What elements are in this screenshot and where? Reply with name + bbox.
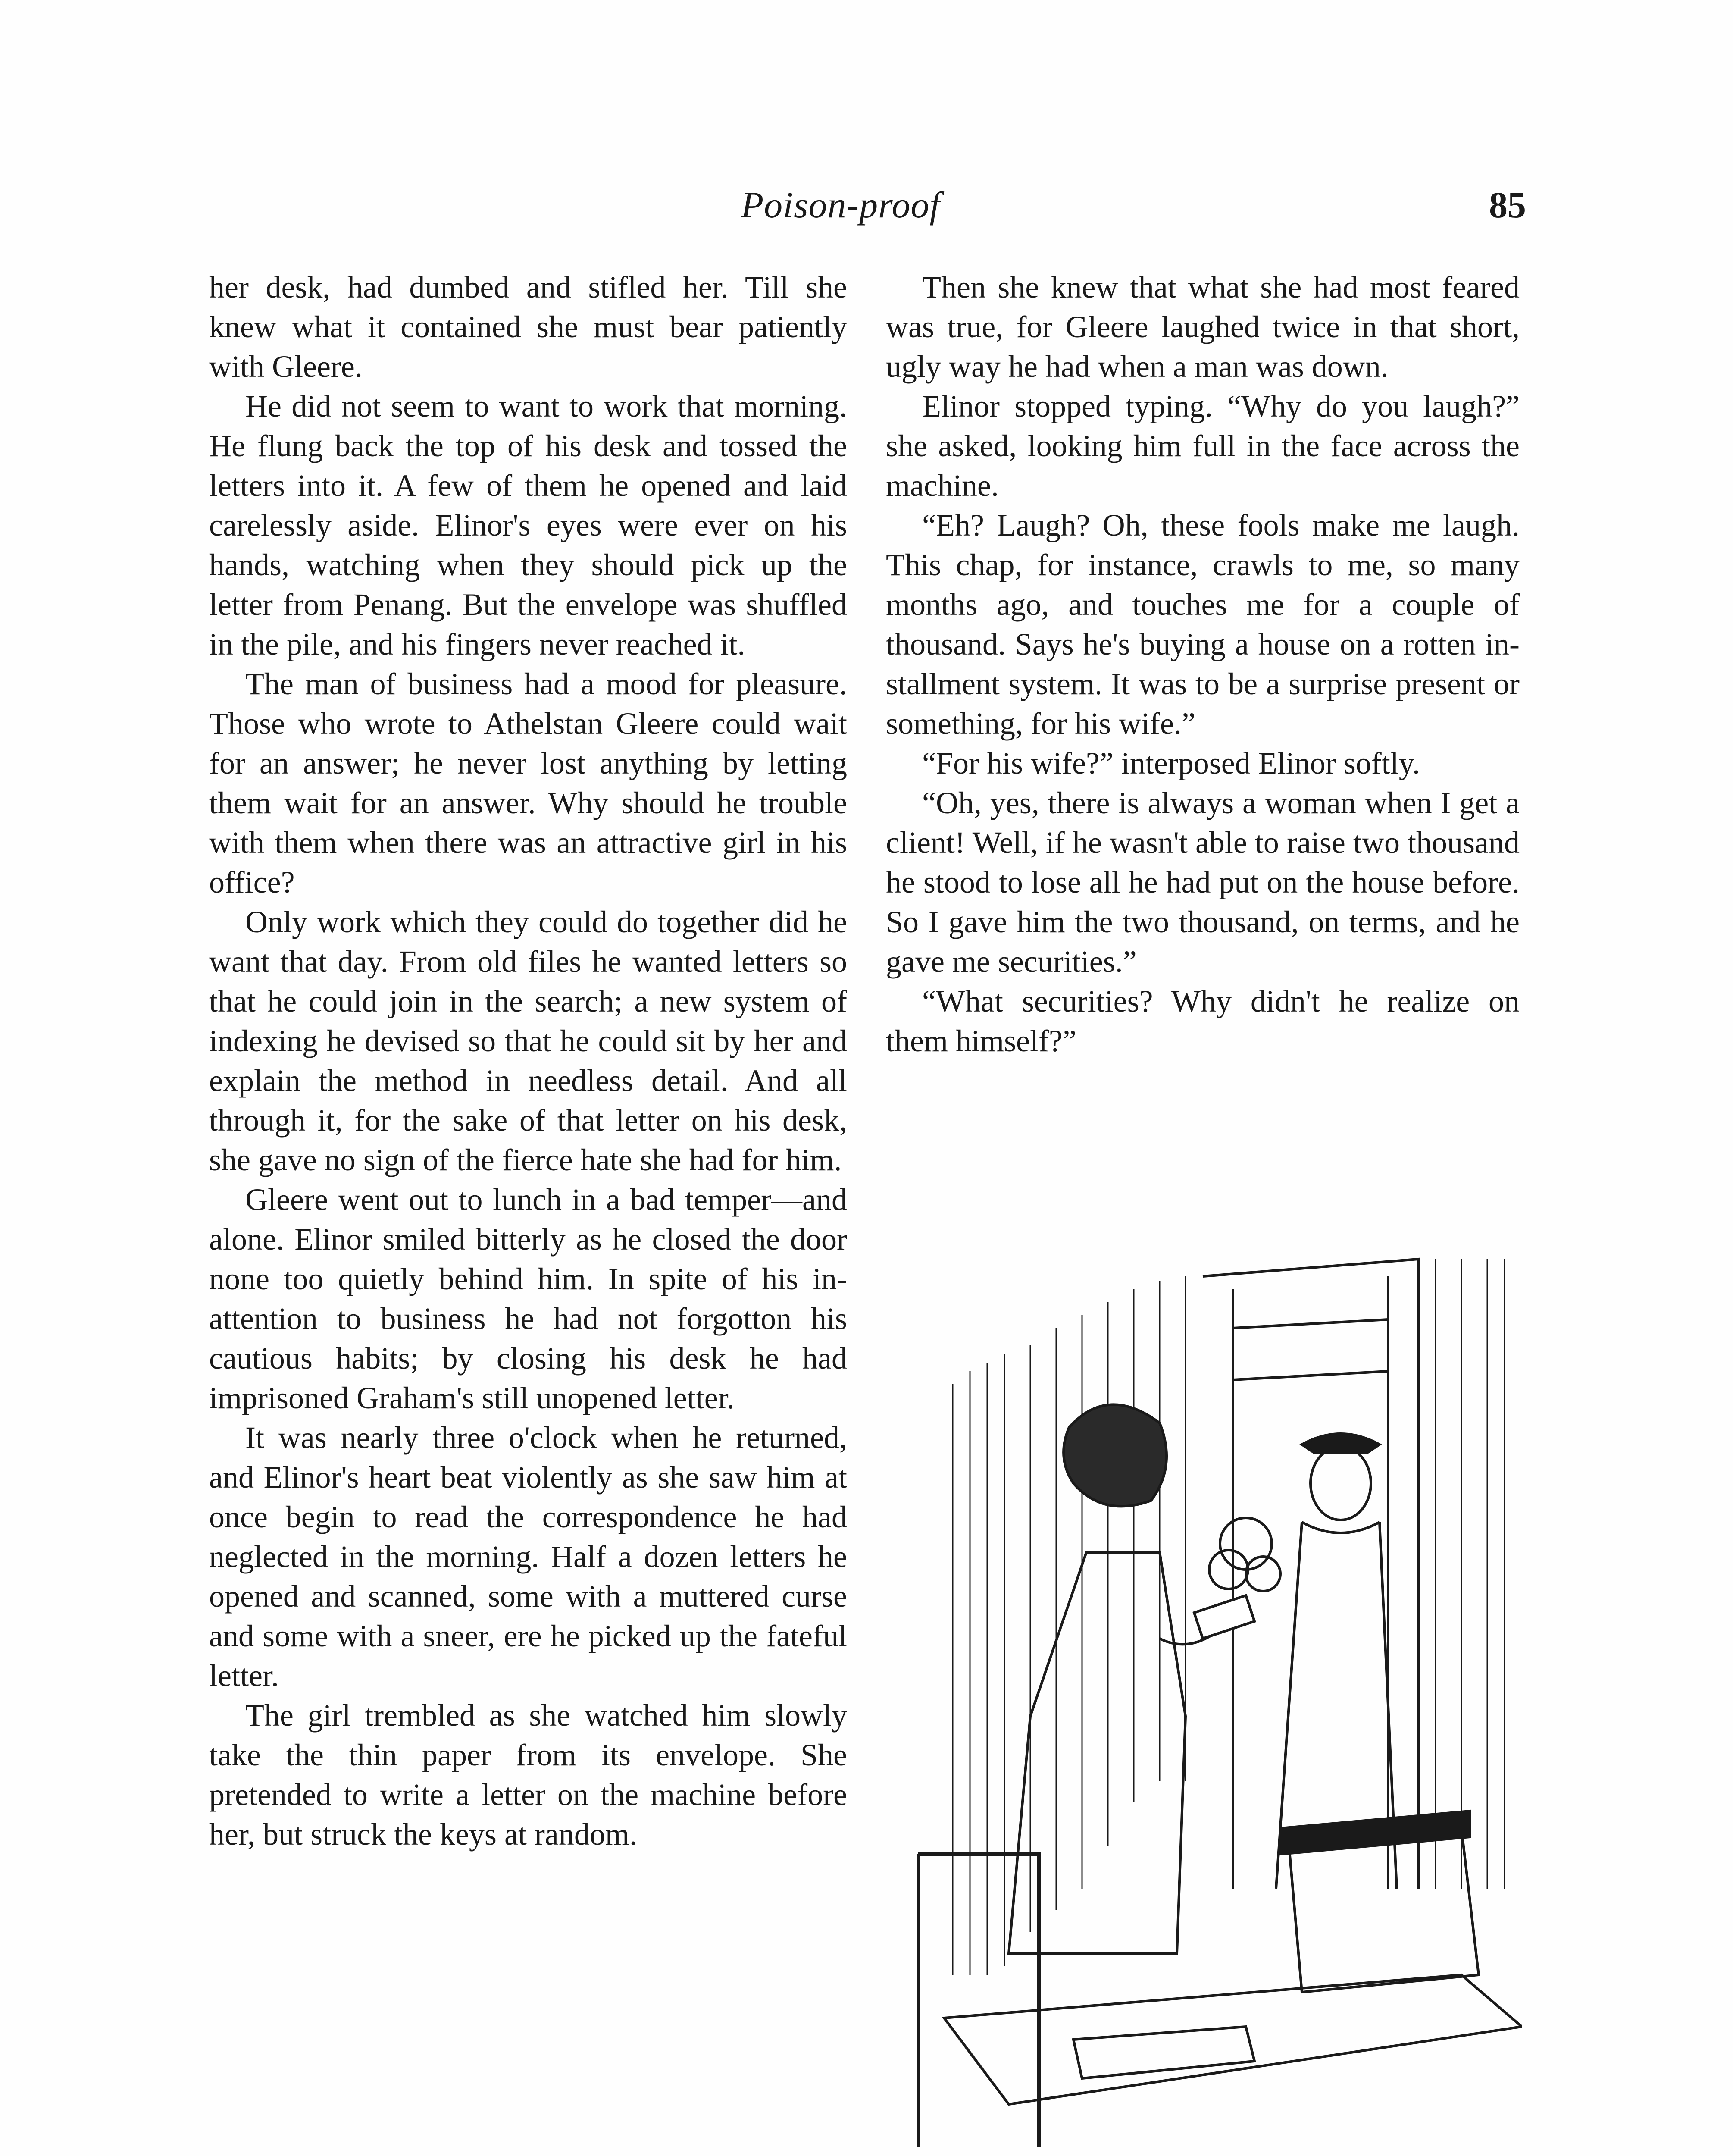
paragraph: “Eh? Laugh? Oh, these fools make me laugh. This chap, for instance, crawls to me, so many months ago, and touches me for a couple of thousand. Says he's buying a house on a rotten installment system. It was to be a surprise present or something, for his wife.” [886, 508, 1520, 741]
wall-hatching [953, 1276, 1186, 1975]
page-number: 85 [1489, 184, 1526, 226]
paragraph: It was nearly three o'clock when he returned, and Elinor's heart beat violently as she saw him at once begin to read the correspondence he had neglected in the morning. Half a dozen letters he opened and scanned, some with a muttered curse and some with a sneer, ere he picked up the fateful letter. [209, 1420, 847, 1693]
paragraph: The girl trembled as she watched him slowly take the thin paper from its envelope. She pretended to write a letter on the machine before her, but struck the keys at random. [209, 1698, 847, 1852]
man-hat [1302, 1434, 1380, 1453]
paragraph: “Oh, yes, there is always a woman when I get a client! Well, if he wasn't able to raise two thousand he stood to lose all he had put on the house before. So I gave him the two thousand, on terms, and he gave me securities.” [886, 786, 1520, 979]
paragraph: “What securities? Why didn't he realize on them himself?” [886, 984, 1520, 1058]
door-frame [1203, 1259, 1418, 1889]
paragraph: her desk, had dumbed and stifled her. Till she knew what it contained she must bear patiently with Gleere. [209, 270, 847, 384]
running-title: Poison-proof [741, 184, 941, 226]
desk [944, 1975, 1522, 2104]
paragraph: The man of business had a mood for pleasure. Those who wrote to Athelstan Gleere could wait for an answer; he never lost anything by letting them wait for an answer. Why should he trouble with them when there was an attractive girl in his office? [209, 667, 847, 899]
paragraph: He did not seem to want to work that morning. He flung back the top of his desk and tossed the letters into it. A few of them he opened and laid carelessly aside. Elinor's eyes were ever on his hands, watching when they should pick up the letter from Penang. But the envelope was shuffled in the pile, and his fingers never reached it. [209, 389, 847, 661]
left-text-column [209, 267, 847, 1854]
transom [1233, 1319, 1388, 1380]
woman-hair [1064, 1404, 1167, 1506]
illustration [901, 1242, 1522, 2156]
paragraph: Then she knew that what she had most feared was true, for Gleere laughed twice in that short, ugly way he had when a man was down. [886, 270, 1520, 384]
typewriter [1289, 1828, 1479, 1992]
paragraph: Only work which they could do together did he want that day. From old files he wanted letters so that he could join in the search; a new system of indexing he devised so that he could sit by her and explain the method in needless detail. And all through it, for the sake of that letter on his desk, she gave no sign of the fierce hate she had for him. [209, 905, 847, 1177]
paragraph: Gleere went out to lunch in a bad temper—and alone. Elinor smiled bitterly as he closed the door none too quietly behind him. In spite of his inattention to business he had not forgotton his cautious habits; by closing his desk he had imprisoned Graham's still unopened letter. [209, 1182, 847, 1415]
illustration-drawing [901, 1242, 1522, 2156]
man-head [1311, 1447, 1371, 1520]
right-text-column [886, 267, 1520, 1061]
paragraph: “For his wife?” interposed Elinor softly. [922, 746, 1420, 780]
paragraph: Elinor stopped typing. “Why do you laugh?” she asked, looking him full in the face across the machine. [886, 389, 1520, 503]
letter-envelope [1194, 1595, 1254, 1639]
